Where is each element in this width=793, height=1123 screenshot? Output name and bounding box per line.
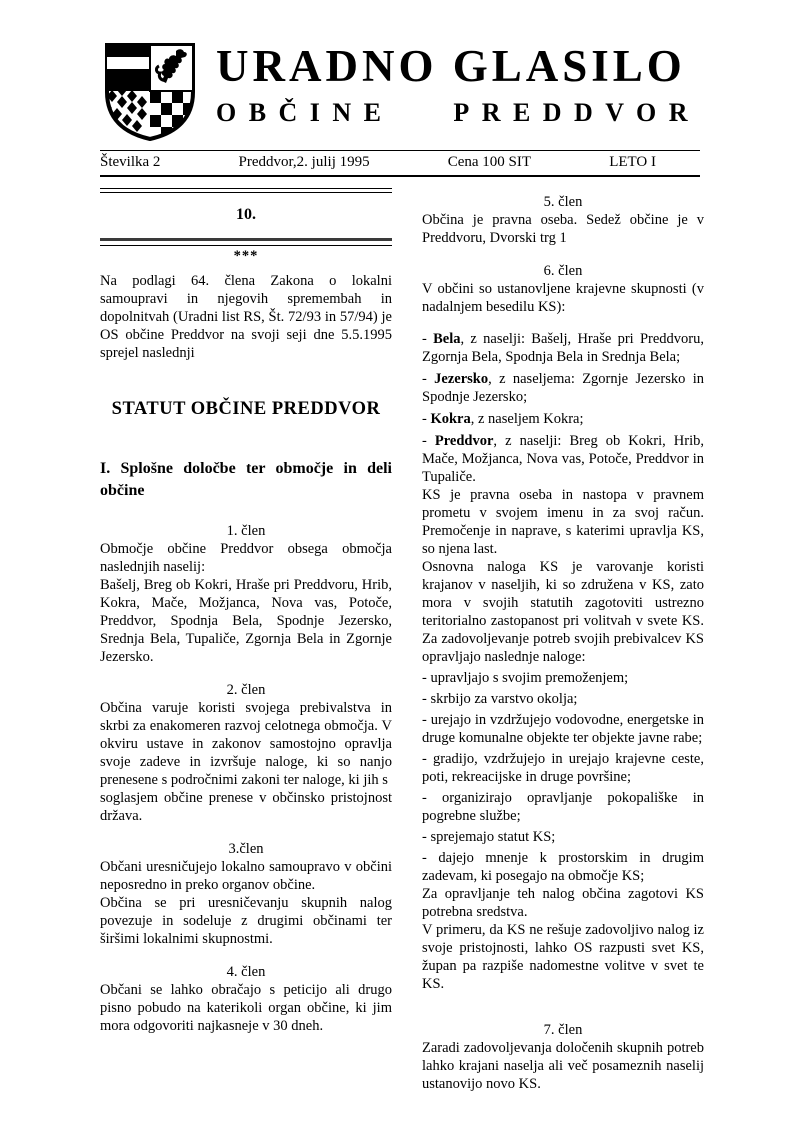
right-column (422, 188, 704, 1093)
ks-description: , z naselji: Bašelj, Hraše pri Preddvoru, Zgornja Bela, Spodnja Bela in Srednja Bela; (422, 331, 704, 365)
ks-dash: - (422, 371, 435, 387)
article-3-paragraph: Občina se pri uresničevanju skupnih nalog povezuje in sodeluje z drugimi občinami ter širšimi lokalnimi skupnostmi. (100, 895, 392, 947)
ks-dash: - (422, 433, 435, 449)
masthead-title: URADNO GLASILO (216, 41, 686, 91)
masthead-subtitle-word-obcine: OBČINE (216, 97, 394, 127)
article-3-paragraph: Občani uresničujejo lokalno samoupravo v občini neposredno in preko organov občine. (100, 859, 392, 893)
document-body (100, 188, 704, 1093)
ks-name: Preddvor (434, 433, 494, 449)
stars-marker: *** (233, 248, 259, 264)
ks-task-item: - organizirajo opravljanje pokopališke in pogrebne službe; (422, 790, 704, 824)
article-6-paragraph: Osnovna naloga KS je varovanje koristi krajanov v naseljih, ki so združena v KS, zato mora v svojih statutih zagotoviti ustrezno teritorialno zastopanost pri volitvah v svete KS. Za zadovoljevanje potreb svojih prebivalcev KS opravljajo naslednje naloge: (422, 559, 704, 665)
article-1-heading: 1. člen (226, 523, 266, 539)
article-number: 10. (236, 206, 256, 223)
issue-number: Številka 2 (100, 154, 161, 170)
article-2-paragraph: Občina varuje koristi svojega prebivalstva in skrbi za enakomeren razvoj celotnega območja. V okviru ustave in zakonov samostojno opravlja svoje zadeve in izvršuje naloge, ki so nanjo prenesene s področnimi zakoni ter naloge, ki jih s (100, 700, 392, 788)
separator-rule-mid (100, 238, 392, 246)
article-6-paragraph: V primeru, da KS ne rešuje zadovoljivo nalog iz svoje pristojnosti, lahko OS razpusti svet KS, župan pa razpiše nadomestne volitve v svet te KS. (422, 922, 704, 992)
ks-name: Jezersko (434, 371, 489, 387)
article-4-paragraph: Občani se lahko obračajo s peticijo ali drugo pisno pobudo na katerikoli organ občine, ki jim mora odgovoriti najkasneje v 30 dneh. (100, 982, 392, 1034)
ks-dash: - (422, 411, 431, 427)
ks-description: , z naseljema: Zgornje Jezersko in Spodnje Jezersko; (422, 371, 704, 405)
article-5-paragraph: Občina je pravna oseba. Sedež občine je v Preddvoru, Dvorski trg 1 (422, 212, 704, 246)
ks-task-item: - sprejemajo statut KS; (422, 829, 556, 845)
article-7-paragraph: Zaradi zadovoljevanja določenih skupnih potreb lahko krajani naselja ali več posameznih naselij ustanovijo novo KS. (422, 1040, 704, 1092)
chapter-heading: I. Splošne določbe ter območje in deli občine (100, 460, 392, 499)
article-4-heading: 4. člen (226, 964, 266, 980)
article-3-heading: 3.člen (228, 841, 264, 857)
masthead-subtitle-word-preddvor: PREDDVOR (453, 97, 700, 127)
article-2-paragraph: soglasjem občine prenese v občinsko pristojnost država. (100, 790, 392, 824)
intro-paragraph: Na podlagi 64. člena Zakona o lokalni samoupravi in njegovih spremembah in dopolnitvah (Uradni list RS, Št. 72/93 in 57/94) je OS občine Preddvor na svoji seji dne 5.5.1995 sprejel naslednji (100, 273, 392, 361)
ks-list-item (422, 330, 704, 366)
masthead-top (100, 40, 700, 142)
article-5-heading: 5. člen (543, 194, 583, 210)
left-column (100, 188, 392, 1093)
lion-rampant-icon (150, 45, 193, 91)
ks-list-item (422, 432, 704, 486)
article-7-heading: 7. člen (543, 1022, 583, 1038)
ks-dash: - (422, 331, 434, 347)
article-6-paragraph: KS je pravna oseba in nastopa v pravnem prometu v svojem imenu in za svoj račun. Premočenje in naprave, s katerimi upravlja KS, so njena last. (422, 487, 704, 557)
ks-task-item: - dajejo mnenje k prostorskim in drugim zadevam, ki posegajo na območje KS; (422, 850, 704, 884)
separator-rule-top (100, 188, 392, 193)
ks-list-item (422, 410, 704, 428)
article-6-paragraph: Za opravljanje teh nalog občina zagotovi KS potrebna sredstva. (422, 886, 704, 920)
ks-task-item: - gradijo, vzdržujejo in urejajo krajevne ceste, poti, rekreacijske in druge površine; (422, 751, 704, 785)
article-1-paragraph: Bašelj, Breg ob Kokri, Hraše pri Preddvoru, Hrib, Kokra, Mače, Možjanca, Nova vas, Potoče, Preddvor, Spodnja Bela, Spodnje Jezersko, Srednja Bela, Tupaliče, Zgornja Bela in Zgornje Jezersko. (100, 577, 392, 665)
article-2-heading: 2. člen (226, 682, 266, 698)
ks-task-item: - skrbijo za varstvo okolja; (422, 691, 578, 707)
article-6-paragraph: V občini so ustanovljene krajevne skupnosti (v nadalnjem besedilu KS): (422, 281, 704, 315)
ks-description: , z naselji: Breg ob Kokri, Hrib, Mače, Možjanca, Nova vas, Potoče, Preddvor in Tupaliče. (422, 433, 704, 485)
ks-task-item: - urejajo in vzdržujejo vodovodne, energetske in druge komunalne objekte ter objekte javne rabe; (422, 712, 704, 746)
masthead (100, 40, 700, 177)
ks-description: , z naseljem Kokra; (470, 411, 584, 427)
issue-year: LETO I (609, 154, 656, 170)
ks-list-item (422, 370, 704, 406)
ks-name: Kokra (430, 411, 471, 427)
info-bar (100, 150, 700, 177)
issue-price: Cena 100 SIT (447, 154, 532, 170)
statute-title: STATUT OBČINE PREDDVOR (111, 399, 381, 419)
ks-name: Bela (433, 331, 461, 347)
ks-task-item: - upravljajo s svojim premoženjem; (422, 670, 629, 686)
issue-date: Preddvor,2. julij 1995 (238, 154, 370, 170)
masthead-titles (216, 40, 700, 128)
masthead-subtitle (216, 98, 700, 128)
article-6-heading: 6. člen (543, 263, 583, 279)
coat-of-arms-icon (100, 40, 200, 142)
article-1-paragraph: Območje občine Preddvor obsega območja naslednjih naselij: (100, 541, 392, 575)
